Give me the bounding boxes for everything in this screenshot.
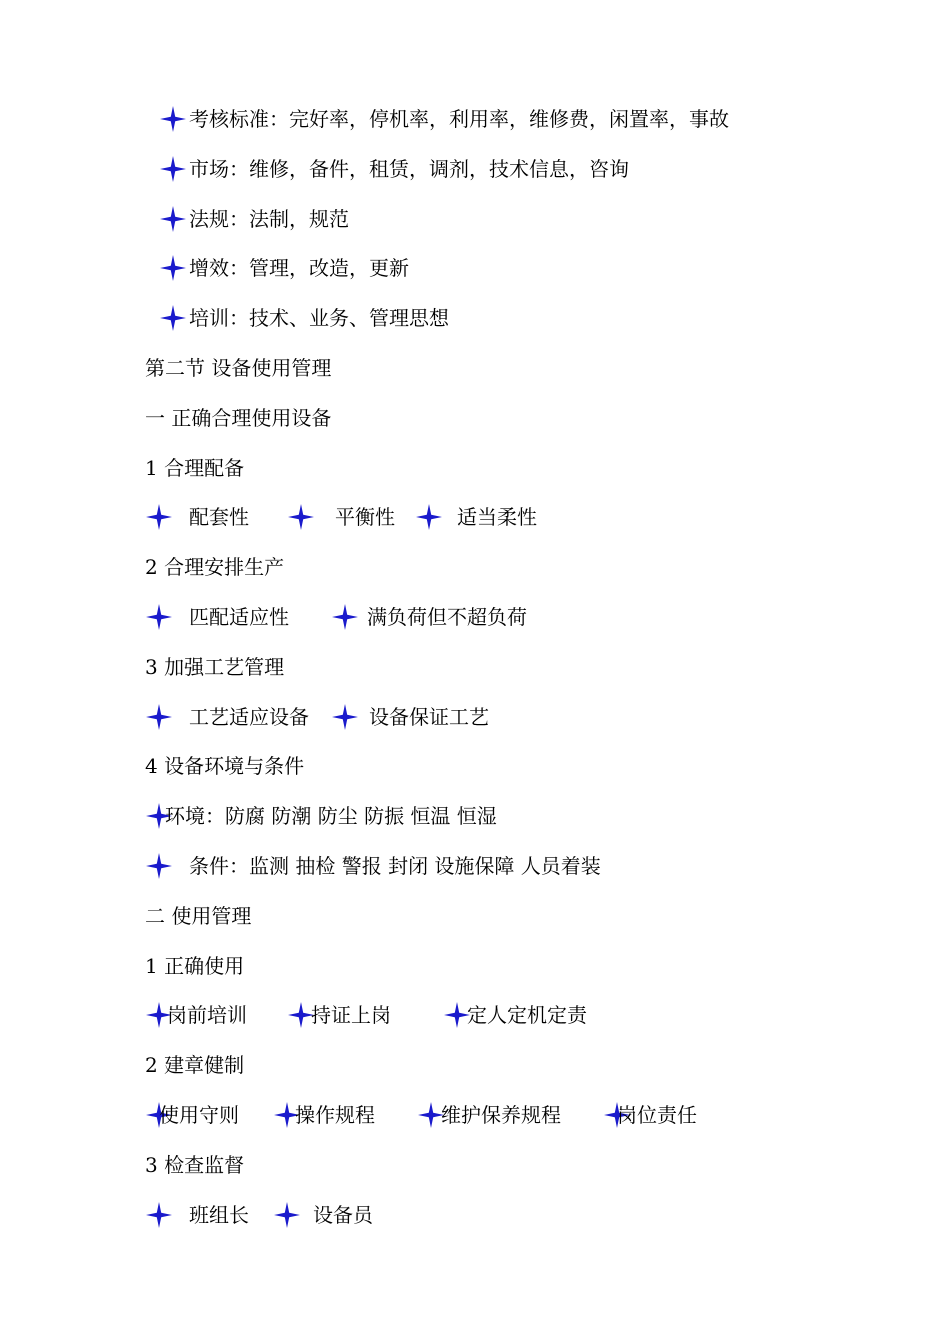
bullet-text: 考核标准：完好率，停机率，利用率，维修费，闲置率，事故 [189, 107, 729, 131]
four-point-star-icon [159, 155, 187, 183]
four-point-star-icon [145, 703, 173, 731]
bullet-text: 设备保证工艺 [369, 704, 489, 729]
bullet-text: 设备员 [313, 1202, 373, 1227]
bullet-text: 满负荷但不超负荷 [367, 605, 527, 629]
bullet-text: 环境：防腐 防潮 防尘 防振 恒温 恒湿 [165, 804, 497, 829]
heading-line: 2 合理安排生产 [145, 555, 285, 580]
heading-line: 4 设备环境与条件 [145, 754, 305, 779]
bullet-text: 使用守则 [159, 1103, 239, 1127]
bullet-text: 岗位责任 [617, 1103, 697, 1127]
bullet-text: 法规：法制，规范 [189, 206, 349, 231]
heading-line: 第二节 设备使用管理 [145, 356, 332, 380]
bullet-text: 维护保养规程 [441, 1103, 561, 1127]
bullet-text: 配套性 [189, 505, 249, 530]
bullet-text: 适当柔性 [457, 505, 537, 530]
four-point-star-icon [145, 1201, 173, 1229]
bullet-text: 平衡性 [335, 505, 395, 530]
four-point-star-icon [159, 205, 187, 233]
heading-line: 一 正确合理使用设备 [145, 405, 332, 430]
four-point-star-icon [145, 603, 173, 631]
four-point-star-icon [331, 603, 359, 631]
four-point-star-icon [159, 304, 187, 332]
bullet-text: 工艺适应设备 [189, 704, 309, 729]
bullet-text: 定人定机定责 [467, 1003, 587, 1028]
bullet-text: 操作规程 [295, 1103, 375, 1127]
four-point-star-icon [159, 105, 187, 133]
heading-line: 3 检查监督 [145, 1152, 245, 1177]
bullet-text: 市场：维修，备件，租赁，调剂，技术信息，咨询 [189, 156, 629, 181]
bullet-text: 岗前培训 [167, 1003, 247, 1028]
bullet-text: 条件：监测 抽检 警报 封闭 设施保障 人员着装 [189, 854, 601, 878]
heading-line: 3 加强工艺管理 [145, 654, 285, 679]
four-point-star-icon [145, 852, 173, 880]
heading-line: 1 合理配备 [145, 455, 245, 480]
bullet-text: 班组长 [189, 1202, 249, 1227]
four-point-star-icon [287, 503, 315, 531]
four-point-star-icon [415, 503, 443, 531]
bullet-text: 匹配适应性 [189, 605, 289, 629]
four-point-star-icon [159, 254, 187, 282]
bullet-text: 培训：技术、业务、管理思想 [189, 306, 449, 331]
bullet-text: 增效：管理，改造，更新 [189, 256, 409, 281]
bullet-text: 持证上岗 [311, 1003, 391, 1028]
four-point-star-icon [145, 503, 173, 531]
four-point-star-icon [331, 703, 359, 731]
heading-line: 1 正确使用 [145, 953, 245, 978]
four-point-star-icon [273, 1201, 301, 1229]
heading-line: 2 建章健制 [145, 1053, 245, 1078]
heading-line: 二 使用管理 [145, 903, 252, 928]
